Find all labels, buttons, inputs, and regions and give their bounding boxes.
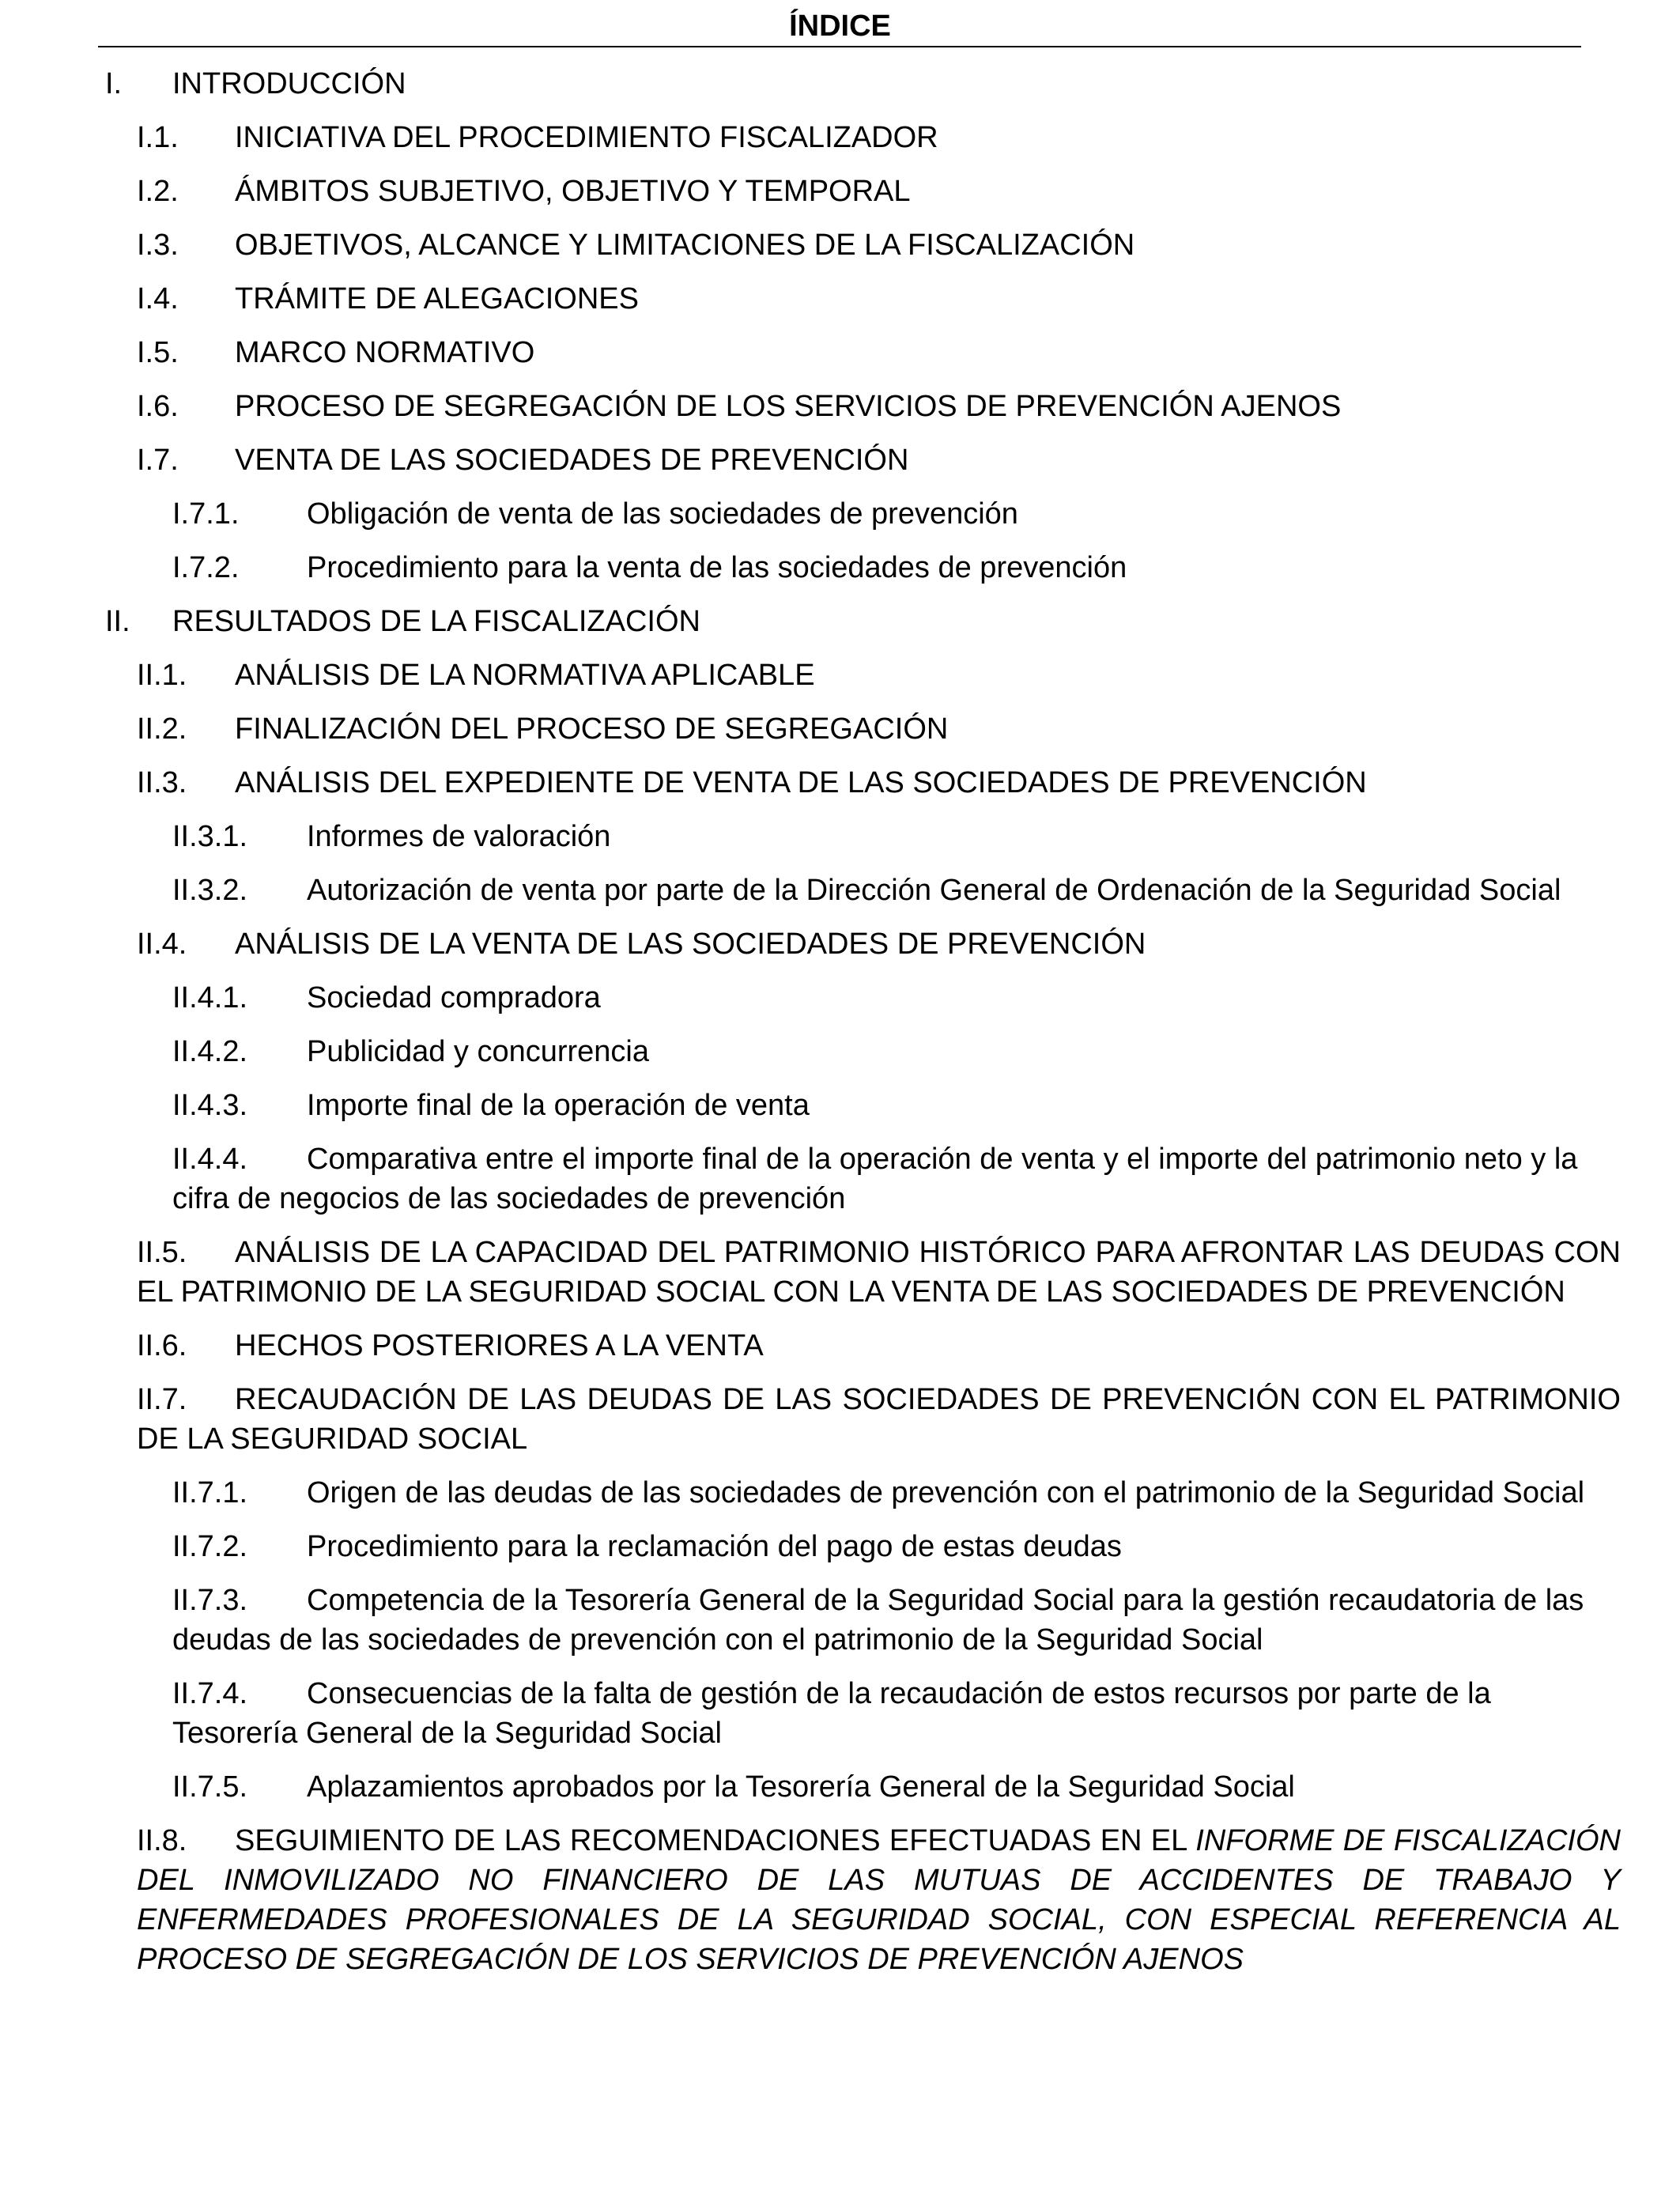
toc-entry-title: INTRODUCCIÓN	[172, 67, 406, 100]
toc-entry[interactable]	[0, 387, 1621, 426]
toc-entry-title: ANÁLISIS DEL EXPEDIENTE DE VENTA DE LAS SOCIEDADES DE PREVENCIÓN	[235, 766, 1367, 799]
toc-entry-number: II.4.	[137, 927, 187, 961]
toc-entry[interactable]	[0, 1086, 1621, 1125]
toc-entry-title: Informes de valoración	[307, 820, 611, 853]
toc-entry-title: Autorización de venta por parte de la Dirección General de Ordenación de la Seguridad Social	[307, 874, 1561, 907]
toc-entry-number: II.2.	[137, 712, 187, 746]
toc-entry-title: MARCO NORMATIVO	[235, 336, 535, 369]
toc-entry[interactable]	[0, 172, 1621, 211]
toc-entry-number: II.4.4.	[172, 1143, 248, 1176]
toc-entry[interactable]	[0, 655, 1621, 695]
toc-entry[interactable]	[0, 1233, 1621, 1312]
toc-entry-title: Publicidad y concurrencia	[307, 1035, 650, 1068]
toc-entry-number: II.4.2.	[172, 1035, 248, 1068]
toc-entry-title: Sociedad compradora	[307, 981, 601, 1014]
toc-entry-title: Obligación de venta de las sociedades de prevención	[307, 497, 1018, 531]
toc-entry-title: Importe final de la operación de venta	[307, 1089, 810, 1122]
toc-entry-italic-title: INFORME DE FISCALIZACIÓN DEL INMOVILIZADO NO FINANCIERO DE LAS MUTUAS DE ACCIDENTES DE TRABAJO Y ENFERMEDADES PROFESIONALES DE LA SEGURIDAD SOCIAL, CON ESPECIAL REFERENCIA AL PROCESO DE SEGREGACIÓN DE LOS SERVICIOS DE PREVENCIÓN AJENOS	[137, 1824, 1621, 1976]
toc-entry-title: RESULTADOS DE LA FISCALIZACIÓN	[172, 605, 700, 638]
toc-entry-number: I.7.2.	[172, 551, 240, 584]
toc-entry-title: INICIATIVA DEL PROCEDIMIENTO FISCALIZADOR	[235, 121, 938, 154]
toc-entry-number: II.7.	[137, 1383, 187, 1416]
toc-entry-number: II.4.3.	[172, 1089, 248, 1122]
toc-entry[interactable]	[0, 817, 1621, 856]
toc-entry[interactable]	[0, 1581, 1621, 1660]
toc-entry[interactable]	[0, 1821, 1621, 1979]
toc-entry[interactable]	[0, 871, 1621, 910]
toc-entry[interactable]	[0, 1767, 1621, 1807]
toc-entry-number: II.4.1.	[172, 981, 248, 1014]
toc-entry[interactable]	[0, 1674, 1621, 1753]
toc-entry-title: Consecuencias de la falta de gestión de la recaudación de estos recursos por parte de la Tesorería General de la Seguridad Social	[172, 1677, 1491, 1750]
toc-entry-title: Aplazamientos aprobados por la Tesorería General de la Seguridad Social	[307, 1770, 1295, 1804]
toc-entry-number: II.5.	[137, 1236, 187, 1269]
toc-entry-number: I.3.	[137, 229, 179, 262]
toc-entry[interactable]	[0, 494, 1621, 534]
page-title: ÍNDICE	[789, 9, 891, 43]
toc-entry[interactable]	[0, 1032, 1621, 1071]
toc-entry-number: II.3.	[137, 766, 187, 799]
toc-entry-title: FINALIZACIÓN DEL PROCESO DE SEGREGACIÓN	[235, 712, 949, 746]
toc-entry-number: I.6.	[137, 390, 179, 423]
toc-entry[interactable]	[0, 333, 1621, 372]
toc-entry[interactable]	[0, 978, 1621, 1018]
toc-entry[interactable]	[0, 1326, 1621, 1366]
toc-entry[interactable]	[0, 1527, 1621, 1566]
toc-entry-number: II.3.1.	[172, 820, 248, 853]
toc-entry-number: II.7.3.	[172, 1584, 248, 1617]
toc-entry[interactable]	[0, 602, 1621, 641]
toc-entry-title: ANÁLISIS DE LA NORMATIVA APLICABLE	[235, 659, 815, 692]
toc-entry[interactable]	[0, 548, 1621, 587]
toc-entry-title: TRÁMITE DE ALEGACIONES	[235, 282, 639, 315]
toc-entry-number: I.7.1.	[172, 497, 240, 531]
toc-entry-title: Competencia de la Tesorería General de la Seguridad Social para la gestión recaudatoria de las deudas de las sociedades de prevención con el patrimonio de la Seguridad Social	[172, 1584, 1584, 1657]
toc-entry-number: II.1.	[137, 659, 187, 692]
toc-entry-title: Origen de las deudas de las sociedades de prevención con el patrimonio de la Seguridad Social	[307, 1476, 1585, 1509]
toc-entry-number: I.5.	[137, 336, 179, 369]
toc-entry[interactable]	[0, 440, 1621, 480]
toc-entry-number: II.7.2.	[172, 1530, 248, 1563]
toc-entry[interactable]	[0, 1139, 1621, 1218]
toc-entry[interactable]	[0, 1473, 1621, 1513]
toc-entry-title: SEGUIMIENTO DE LAS RECOMENDACIONES EFECTUADAS EN EL	[235, 1824, 1196, 1857]
toc-entry-number: II.3.2.	[172, 874, 248, 907]
toc-entry-number: I.7.	[137, 444, 179, 477]
toc-entry-number: II.6.	[137, 1329, 187, 1362]
toc-entry-number: II.8.	[137, 1824, 187, 1857]
toc-entry[interactable]	[0, 279, 1621, 319]
toc-entry-title: Procedimiento para la reclamación del pago de estas deudas	[307, 1530, 1122, 1563]
toc-entry[interactable]	[0, 763, 1621, 803]
toc-entry[interactable]	[0, 1380, 1621, 1459]
toc-entry-number: II.	[105, 605, 130, 638]
toc-entry[interactable]	[0, 118, 1621, 157]
toc-entry-title: Procedimiento para la venta de las sociedades de prevención	[307, 551, 1127, 584]
toc-entry-title: OBJETIVOS, ALCANCE Y LIMITACIONES DE LA FISCALIZACIÓN	[235, 229, 1135, 262]
toc-entry-number: II.7.5.	[172, 1770, 248, 1804]
toc-entry-number: I.1.	[137, 121, 179, 154]
title-divider	[98, 46, 1581, 47]
toc-entry-number: I.	[105, 67, 123, 100]
toc-entry-number: II.7.4.	[172, 1677, 248, 1710]
toc-entry-number: I.4.	[137, 282, 179, 315]
toc-entry-title: PROCESO DE SEGREGACIÓN DE LOS SERVICIOS DE PREVENCIÓN AJENOS	[235, 390, 1342, 423]
toc-entry-number: I.2.	[137, 175, 179, 208]
toc-entry[interactable]	[0, 924, 1621, 964]
toc-entry-title: RECAUDACIÓN DE LAS DEUDAS DE LAS SOCIEDADES DE PREVENCIÓN CON EL PATRIMONIO DE LA SEGURIDAD SOCIAL	[137, 1383, 1621, 1456]
toc-entry-title: HECHOS POSTERIORES A LA VENTA	[235, 1329, 764, 1362]
toc-entry-number: II.7.1.	[172, 1476, 248, 1509]
toc-entry[interactable]	[0, 64, 1621, 104]
toc-entry-title: Comparativa entre el importe final de la operación de venta y el importe del patrimonio neto y la cifra de negocios de las sociedades de prevención	[172, 1143, 1578, 1215]
table-of-contents	[0, 64, 1621, 1993]
toc-entry-title: ANÁLISIS DE LA VENTA DE LAS SOCIEDADES DE PREVENCIÓN	[235, 927, 1146, 961]
toc-entry-title: ÁMBITOS SUBJETIVO, OBJETIVO Y TEMPORAL	[235, 175, 911, 208]
toc-entry-title: VENTA DE LAS SOCIEDADES DE PREVENCIÓN	[235, 444, 909, 477]
toc-entry-title: ANÁLISIS DE LA CAPACIDAD DEL PATRIMONIO HISTÓRICO PARA AFRONTAR LAS DEUDAS CON EL PATRIMONIO DE LA SEGURIDAD SOCIAL CON LA VENTA DE LAS SOCIEDADES DE PREVENCIÓN	[137, 1236, 1621, 1309]
toc-entry[interactable]	[0, 225, 1621, 265]
toc-entry[interactable]	[0, 709, 1621, 749]
